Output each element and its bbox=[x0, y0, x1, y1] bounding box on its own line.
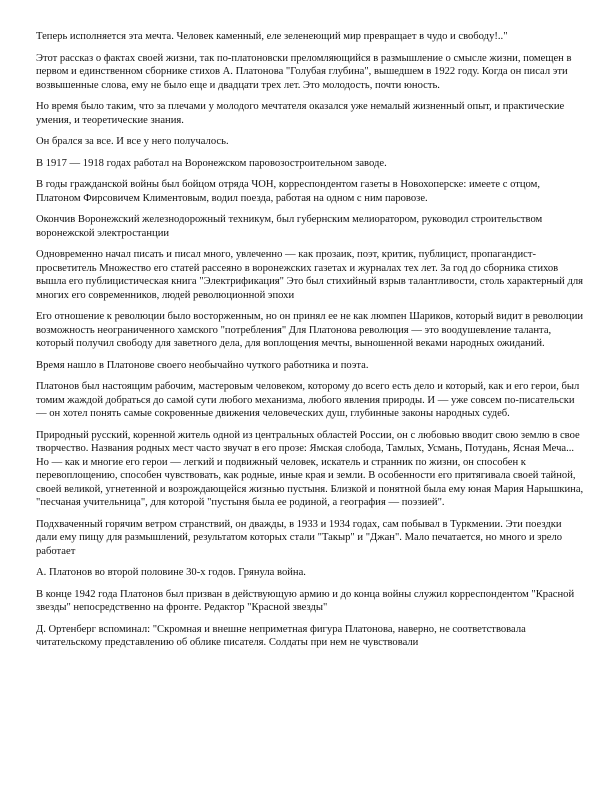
paragraph-12: Природный русский, коренной житель одной из центральных областей России, он с любовью вводит свою землю в свое творчество. Названия родных мест часто звучат в его прозе: Ямская слобода, Тамлых, Усмань, Потудань, Ясная Меча... Но — как и многие его герои — легкий и подвижный человек, искатель и странник по жизни, он способен к перевоплощению, способен чувствовать, как родные, иные края и земли. В особенности его притягивала своей тайной, своей великой, угнетенной и возрождающейся жизнью пустыня. Близкой и понятной была ему юная Мария Нарышкина, "песчаная учительница", для которой "пустыня была ее родиной, а география — поэзией". bbox=[36, 429, 584, 508]
paragraph-15: В конце 1942 года Платонов был призван в действующую армию и до конца войны служил корреспондентом "Красной звезды" непосредственно на фронте. Редактор "Красной звезды" bbox=[36, 588, 575, 613]
paragraph-1: Теперь исполняется эта мечта. Человек каменный, еле зеленеющий мир превращает в чудо и свободу!.." bbox=[36, 31, 508, 42]
paragraph-10: Время нашло в Платонове своего необычайно чуткого работника и поэта. bbox=[36, 359, 369, 371]
paragraph-9: Его отношение к революции было восторженным, но он принял ее не как люмпен Шариков, который видит в революции возможность неограниченного хамского "потребления" Для Платонова революция — это воодушевление таланта, который получил свободу для заветного дела, для воплощения мечты, выношенной веками народных ожиданий. bbox=[36, 311, 584, 349]
paragraph-16: Д. Ортенберг вспоминал: "Скромная и внешне неприметная фигура Платонова, наверно, не соответствовала читательскому представлению об облике писателя. Солдаты при нем не чувствовали bbox=[36, 623, 526, 648]
paragraph-7: Окончив Воронежский железнодорожный техникум, был губернским мелиоратором, руководил строительством воронежской электростанции bbox=[36, 214, 543, 239]
paragraph-14: А. Платонов во второй половине 30-х годов. Грянула война. bbox=[36, 567, 306, 578]
paragraph-8: Одновременно начал писать и писал много, увлеченно — как прозаик, поэт, критик, публицист, пропагандист-просветитель Множество его статей рассеяно в воронежских газетах и журналах тех лет. За год до сборника стихов вышла его публицистическая книга "Электрификация" Это был стихийный взрыв талантливости, столь характерный для многих его современников, людей революционной эпохи bbox=[36, 249, 584, 301]
paragraph-11: Платонов был настоящим рабочим, мастеровым человеком, которому до всего есть дело и который, как и его герои, был томим жаждой добраться до самой сути любого механизма, любого явления природы. И — уже совсем по-писательски — он хотел понять самые сокровенные движения человеческих душ, глубинные законы народных судеб. bbox=[36, 381, 580, 419]
paragraph-13: Подхваченный горячим ветром странствий, он дважды, в 1933 и 1934 годах, сам побывал в Туркмении. Эти поездки дали ему пищу для размышлений, результатом которых стали "Такыр" и "Джан". Мало печатается, но много и зрело работает bbox=[36, 518, 563, 557]
paragraph-5: В 1917 — 1918 годах работал на Воронежском паровозостроительном заводе. bbox=[36, 157, 387, 169]
paragraph-4: Он брался за все. И все у него получалось. bbox=[36, 136, 229, 147]
paragraph-3: Но время было таким, что за плечами у молодого мечтателя оказался уже немалый жизненный опыт, и практические умения, и теоретические знания. bbox=[36, 101, 565, 126]
paragraph-6: В годы гражданской войны был бойцом отряда ЧОН, корреспондентом газеты в Новохоперске: имеете с отцом, Платоном Фирсовичем Климентовым, водил поезда, работая на одном с ним паровозе. bbox=[36, 179, 540, 204]
paragraph-2: Этот рассказ о фактах своей жизни, так по-платоновски преломляющийся в размышление о смысле жизни, помещен в первом и единственном сборнике стихов А. Платонова "Голубая глубина", вышедшем в 1922 году. Когда он писал эти возвышенные слова, ему не было еще и двадцати трех лет. Это молодость, почти юность. bbox=[36, 52, 572, 91]
